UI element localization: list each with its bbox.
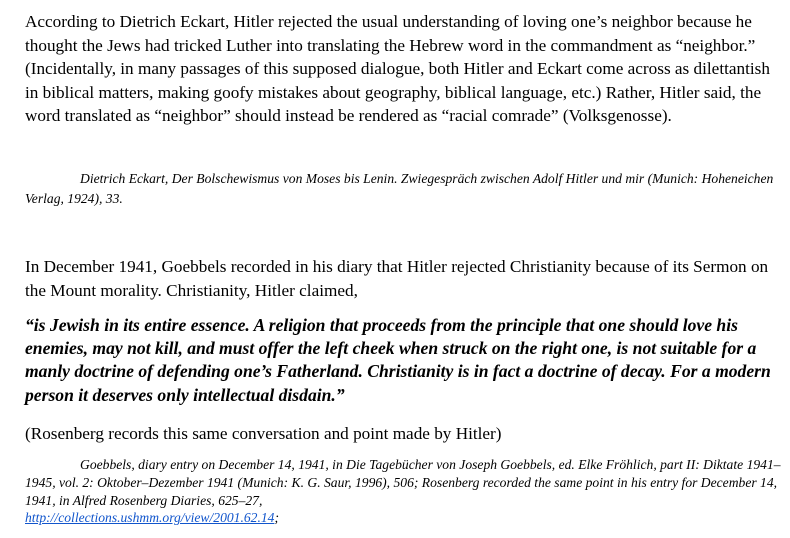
paragraph-rosenberg-note: (Rosenberg records this same conversation and point made by Hitler) <box>25 424 502 443</box>
footnote-eckart <box>25 169 785 209</box>
footnote-goebbels-text: Goebbels, diary entry on December 14, 1941, in Die Tagebücher von Joseph Goebbels, ed. Elke Fröhlich, part II: Diktate 1941–1945, vol. 2: Oktober–Dezember 1941 (Munich: K. G. Saur, 1996), 506; Rosenberg recorded the same point in his entry for December 14, 1941, in Alfred Rosenberg Diaries, 625–27, <box>25 457 781 508</box>
footnote-goebbels <box>25 456 785 527</box>
paragraph-goebbels: In December 1941, Goebbels recorded in his diary that Hitler rejected Christianity because of its Sermon on the Mount morality. Christianity, Hitler claimed, <box>25 257 769 300</box>
ushmm-collection-link[interactable]: http://collections.ushmm.org/view/2001.62.14 <box>25 510 275 526</box>
hitler-quote: “is Jewish in its entire essence. A religion that proceeds from the principle that one should love his enemies, may not kill, and must offer the left cheek when struck on the right one, is not suitable for a manly doctrine of defending one’s Fatherland. Christianity is in fact a doctrine of decay. For a modern person it deserves only intellectual disdain.” <box>25 315 771 405</box>
footnote-eckart-text: Dietrich Eckart, Der Bolschewismus von Moses bis Lenin. Zwiegespräch zwischen Adolf Hitler und mir (Munich: Hoheneichen Verlag, 1924), 33. <box>25 171 774 206</box>
paragraph-eckart: According to Dietrich Eckart, Hitler rejected the usual understanding of loving one’s neighbor because he thought the Jews had tricked Luther into translating the Hebrew word in the commandment as “neighbor.” (Incidentally, in many passages of this supposed dialogue, both Hitler and Eckart come across as dilettantish in biblical matters, making goofy mistakes about geography, biblical language, etc.) Rather, Hitler said, the word translated as “neighbor” should instead be rendered as “racial comrade” (Volksgenosse). <box>25 12 770 126</box>
footnote-trailing-semicolon: ; <box>274 510 279 526</box>
